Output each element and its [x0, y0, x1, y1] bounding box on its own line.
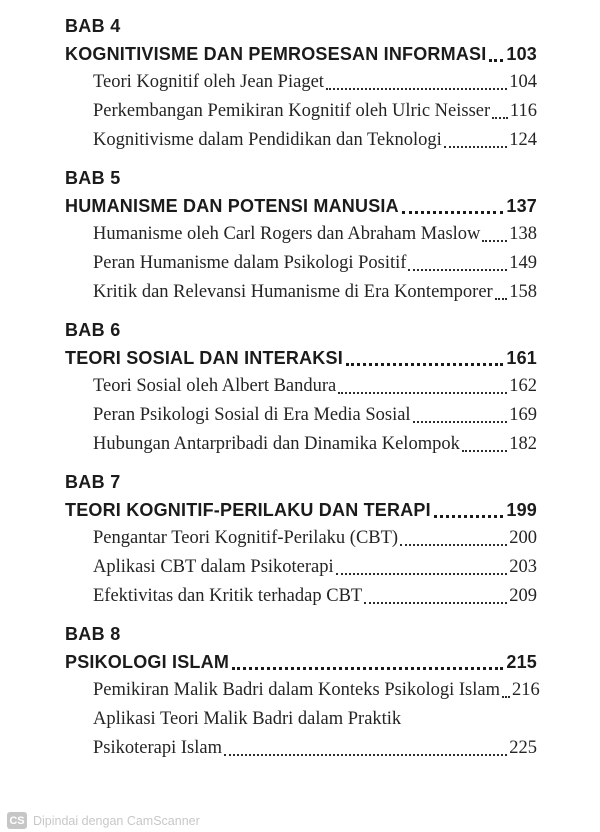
toc-entry — [93, 97, 537, 126]
entry-page-number: 216 — [511, 680, 540, 700]
dot-leader — [495, 298, 508, 300]
chapter-title: KOGNITIVISME DAN PEMROSESAN INFORMASI — [65, 44, 487, 64]
toc-section — [65, 13, 537, 155]
toc-entry — [93, 249, 537, 278]
entry-page-number: 209 — [509, 586, 537, 606]
chapter-title-row — [65, 648, 537, 676]
toc-entry — [93, 676, 540, 705]
dot-leader — [402, 211, 504, 214]
dot-leader — [232, 667, 503, 670]
toc-entry — [93, 68, 537, 97]
entry-page-number: 182 — [509, 434, 537, 454]
dot-leader — [502, 696, 510, 698]
entry-page-number: 104 — [509, 72, 537, 92]
dot-leader — [489, 59, 503, 62]
chapter-number: BAB 6 — [65, 320, 121, 340]
entry-page-number: 138 — [509, 224, 537, 244]
chapter-title-row — [65, 40, 537, 68]
toc-section — [65, 165, 537, 307]
chapter-page-number: 199 — [506, 500, 537, 520]
toc-entry — [93, 401, 537, 430]
chapter-page-number: 103 — [506, 44, 537, 64]
toc-entry — [93, 430, 537, 459]
toc-entry — [93, 126, 537, 155]
entry-page-number: 162 — [509, 376, 537, 396]
dot-leader — [444, 146, 507, 148]
toc-entry — [65, 705, 537, 763]
entry-title: Peran Humanisme dalam Psikologi Positif — [93, 253, 407, 273]
entry-title: Peran Psikologi Sosial di Era Media Sosial — [93, 405, 411, 425]
entry-title: Efektivitas dan Kritik terhadap CBT — [93, 586, 363, 606]
chapter-title-row — [65, 344, 537, 372]
toc-entry — [93, 220, 537, 249]
entry-title: Teori Kognitif oleh Jean Piaget — [93, 72, 324, 92]
dot-leader — [434, 515, 504, 518]
chapter-title: PSIKOLOGI ISLAM — [65, 652, 230, 672]
entry-page-number: 203 — [509, 557, 537, 577]
entry-page-number: 200 — [509, 528, 537, 548]
toc-section — [65, 317, 537, 459]
entry-title: Perkembangan Pemikiran Kognitif oleh Ulric Neisser — [93, 101, 491, 121]
dot-leader — [326, 88, 507, 90]
entry-title-continuation-row — [93, 734, 537, 763]
dot-leader — [364, 602, 507, 604]
chapter-title: TEORI SOSIAL DAN INTERAKSI — [65, 348, 343, 368]
chapter-number: BAB 5 — [65, 168, 121, 188]
dot-leader — [462, 450, 507, 452]
entry-title: Pemikiran Malik Badri dalam Konteks Psikologi Islam — [93, 680, 500, 700]
camscanner-text: Dipindai dengan CamScanner — [33, 813, 200, 828]
chapter-number: BAB 7 — [65, 472, 121, 492]
camscanner-logo-icon: CS — [7, 812, 27, 829]
chapter-page-number: 137 — [506, 196, 537, 216]
chapter-number: BAB 4 — [65, 16, 121, 36]
entry-page-number: 124 — [509, 130, 537, 150]
chapter-title: HUMANISME DAN POTENSI MANUSIA — [65, 196, 399, 216]
camscanner-watermark — [7, 812, 200, 829]
entry-page-number: 149 — [509, 253, 537, 273]
dot-leader — [492, 117, 508, 119]
dot-leader — [400, 544, 507, 546]
entry-title: Kognitivisme dalam Pendidikan dan Teknologi — [93, 130, 442, 150]
dot-leader — [338, 392, 507, 394]
entry-title: Aplikasi Teori Malik Badri dalam Praktik — [93, 709, 402, 729]
entry-page-number: 169 — [509, 405, 537, 425]
chapter-title-row — [65, 496, 537, 524]
entry-page-number: 158 — [509, 282, 537, 302]
dot-leader — [336, 573, 508, 575]
entry-title: Teori Sosial oleh Albert Bandura — [93, 376, 337, 396]
toc-entry — [93, 372, 537, 401]
entry-title: Pengantar Teori Kognitif-Perilaku (CBT) — [93, 528, 399, 548]
chapter-page-number: 161 — [506, 348, 537, 368]
entry-title: Humanisme oleh Carl Rogers dan Abraham Maslow — [93, 224, 481, 244]
toc-section — [65, 621, 540, 763]
toc-entry — [93, 582, 537, 611]
dot-leader — [346, 363, 503, 366]
dot-leader — [408, 269, 507, 271]
dot-leader — [482, 240, 507, 242]
entry-title: Hubungan Antarpribadi dan Dinamika Kelompok — [93, 434, 460, 454]
dot-leader — [224, 754, 507, 756]
chapter-title: TEORI KOGNITIF-PERILAKU DAN TERAPI — [65, 500, 431, 520]
entry-title: Aplikasi CBT dalam Psikoterapi — [93, 557, 334, 577]
toc-entry — [93, 553, 537, 582]
toc-entry — [93, 278, 537, 307]
toc-entry — [93, 524, 537, 553]
dot-leader — [413, 421, 508, 423]
table-of-contents — [65, 13, 540, 763]
toc-section — [65, 469, 537, 611]
entry-page-number: 116 — [509, 101, 537, 121]
entry-title: Kritik dan Relevansi Humanisme di Era Kontemporer — [93, 282, 493, 302]
entry-title-continued: Psikoterapi Islam — [93, 738, 222, 758]
chapter-number: BAB 8 — [65, 624, 121, 644]
chapter-title-row — [65, 192, 537, 220]
entry-page-number: 225 — [509, 738, 537, 758]
chapter-page-number: 215 — [506, 652, 537, 672]
